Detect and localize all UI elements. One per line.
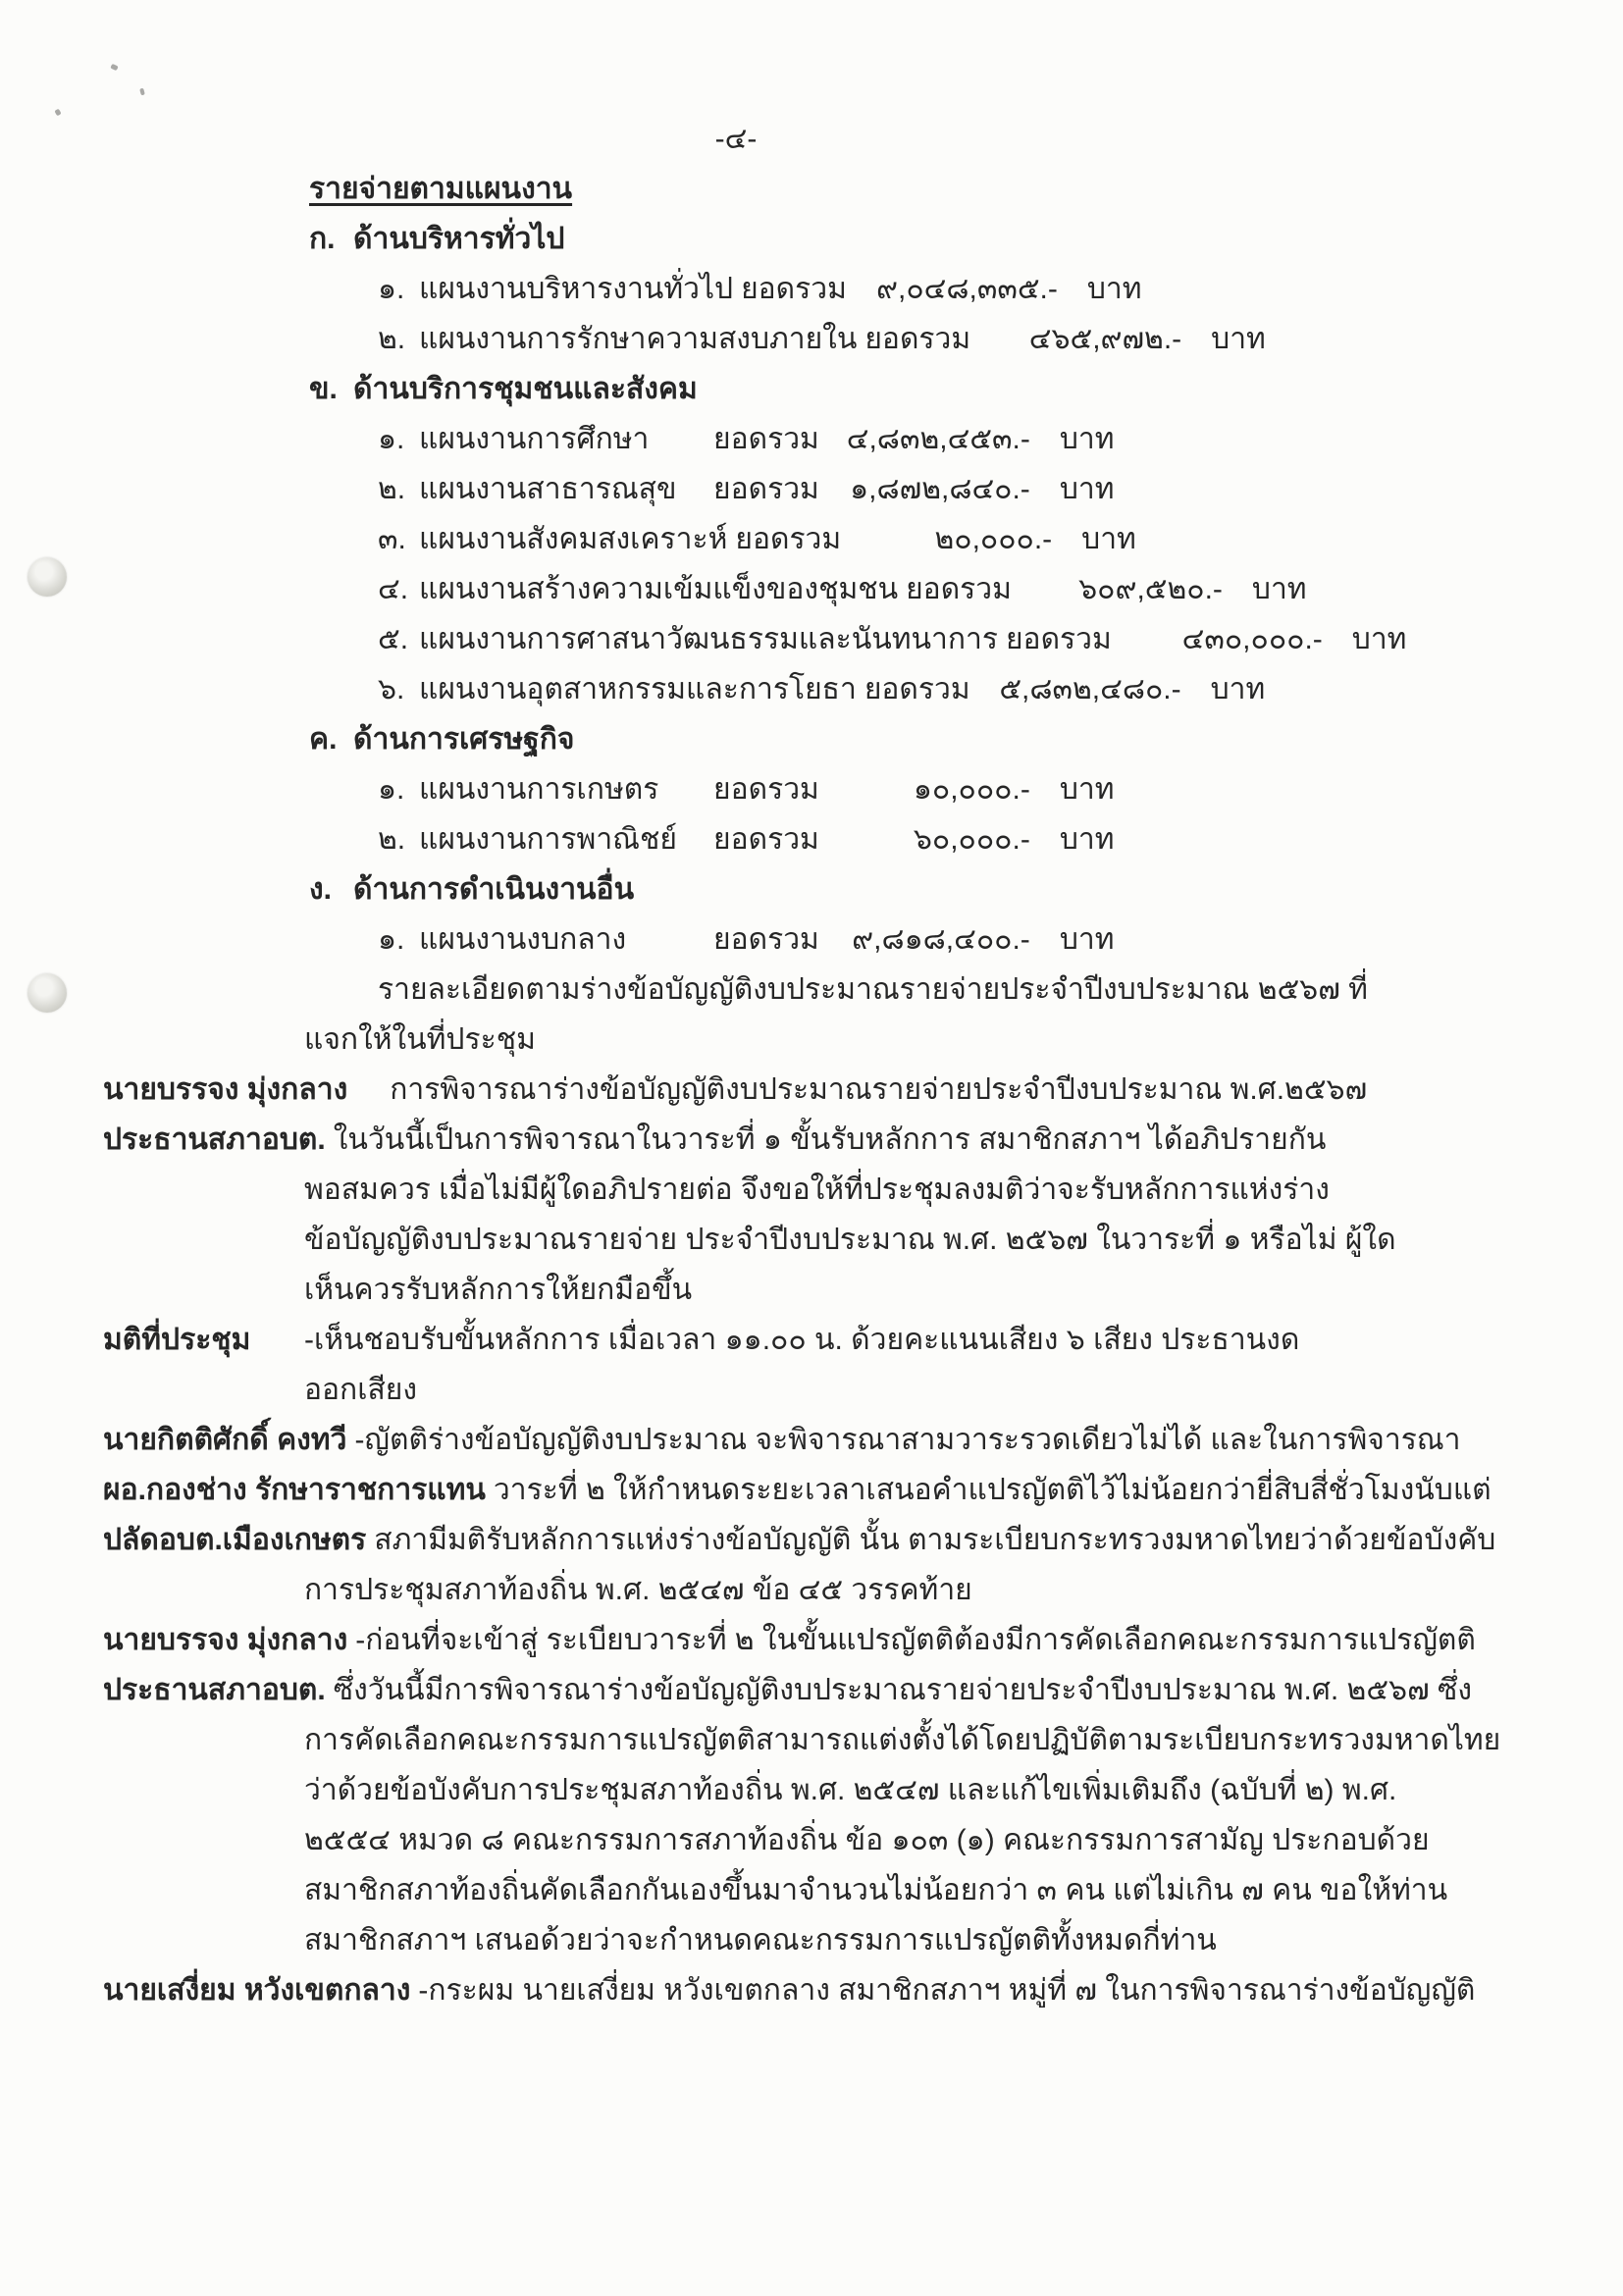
item-total-label: ยอดรวม <box>713 923 819 956</box>
line-text: การพิจารณาร่างข้อบัญญัติงบประมาณรายจ่ายประจำปีงบประมาณ พ.ศ.๒๕๖๗ <box>390 1073 1368 1106</box>
item-total-label: ยอดรวม <box>713 423 819 455</box>
item-total-label: ยอดรวม <box>1005 623 1112 655</box>
item-total-label: ยอดรวม <box>735 523 842 555</box>
line-text: ซึ่งวันนี้มีการพิจารณาร่างข้อบัญญัติงบประมาณรายจ่ายประจำปีงบประมาณ พ.ศ. ๒๕๖๗ ซึ่ง <box>333 1674 1472 1706</box>
minutes-line <box>103 1615 1623 1665</box>
budget-item-row <box>378 414 1623 464</box>
item-currency: บาท <box>1251 573 1307 605</box>
item-name: แผนงานการศึกษา <box>419 423 650 455</box>
speaker-label: นายบรรจง มุ่งกลาง <box>103 1073 348 1106</box>
item-amount: ๖๐๙,๕๒๐.- <box>1078 573 1223 605</box>
section-items <box>0 914 1623 965</box>
budget-item-row <box>378 264 1623 314</box>
line-text: -กระผม นายเสงี่ยม หวังเขตกลาง สมาชิกสภาฯ หมู่ที่ ๗ ในการพิจารณาร่างข้อบัญญัติ <box>418 1974 1476 2007</box>
item-amount: ๕,๘๓๒,๔๘๐.- <box>999 673 1181 705</box>
minutes-line <box>103 965 1623 1015</box>
item-total-label: ยอดรวม <box>906 573 1012 605</box>
line-text: -เห็นชอบรับขั้นหลักการ เมื่อเวลา ๑๑.๐๐ น. ด้วยคะแนนเสียง ๖ เสียง ประธานงด <box>304 1324 1300 1356</box>
page-number: -๔- <box>714 123 758 155</box>
budget-item-row <box>378 614 1623 664</box>
hole-punch-bottom <box>27 973 67 1013</box>
minutes-line <box>103 1415 1623 1465</box>
line-text: เห็นควรรับหลักการให้ยกมือขึ้น <box>304 1274 693 1306</box>
item-amount: ๑๐,๐๐๐.- <box>913 773 1030 806</box>
item-number: ๔. <box>378 573 409 605</box>
speaker-label: นายเสงี่ยม หวังเขตกลาง <box>103 1974 411 2007</box>
line-text: -ก่อนที่จะเข้าสู่ ระเบียบวาระที่ ๒ ในขั้นแปรญัตติต้องมีการคัดเลือกคณะกรรมการแปรญัตติ <box>355 1624 1476 1656</box>
item-name: แผนงานงบกลาง <box>419 923 627 956</box>
item-currency: บาท <box>1059 923 1115 956</box>
item-number: ๒. <box>378 823 406 856</box>
minutes-line <box>103 1565 1623 1615</box>
item-currency: บาท <box>1210 673 1266 705</box>
item-currency: บาท <box>1211 323 1266 355</box>
section-title: ด้านการดำเนินงานอื่น <box>353 873 635 906</box>
item-name: แผนงานสร้างความเข้มแข็งของชุมชน <box>419 573 899 605</box>
item-name: แผนงานการรักษาความสงบภายใน <box>419 323 858 355</box>
budget-item-row <box>378 814 1623 864</box>
item-number: ๑. <box>378 773 405 806</box>
minutes-line <box>103 1915 1623 1965</box>
item-name: แผนงานบริหารงานทั่วไป <box>419 273 734 305</box>
item-amount: ๙,๐๔๘,๓๓๕.- <box>876 273 1058 305</box>
item-name: แผนงานการพาณิชย์ <box>419 823 677 856</box>
budget-sections <box>0 214 1623 965</box>
line-text: สมาชิกสภาท้องถิ่นคัดเลือกกันเองขึ้นมาจำนวนไม่น้อยกว่า ๓ คน แต่ไม่เกิน ๗ คน ขอให้ท่าน <box>304 1874 1448 1906</box>
speaker-label: นายบรรจง มุ่งกลาง <box>103 1624 348 1656</box>
budget-heading: รายจ่ายตามแผนงาน <box>309 173 573 205</box>
item-currency: บาท <box>1059 773 1115 806</box>
item-name: แผนงานอุตสาหกรรมและการโยธา <box>419 673 857 705</box>
item-currency: บาท <box>1059 423 1115 455</box>
hole-punch-top <box>27 557 67 597</box>
item-name: แผนงานการเกษตร <box>419 773 659 806</box>
item-number: ๓. <box>378 523 406 555</box>
minutes-line <box>103 1865 1623 1915</box>
item-number: ๑. <box>378 923 405 956</box>
line-text: สมาชิกสภาฯ เสนอด้วยว่าจะกำหนดคณะกรรมการแปรญัตติทั้งหมดกี่ท่าน <box>304 1924 1217 1957</box>
budget-section-header <box>309 214 1623 264</box>
item-currency: บาท <box>1081 523 1136 555</box>
budget-section-header <box>309 864 1623 914</box>
budget-heading-row <box>0 164 1623 214</box>
item-currency: บาท <box>1059 473 1115 505</box>
budget-item-row <box>378 664 1623 714</box>
line-text: ข้อบัญญัติงบประมาณรายจ่าย ประจำปีงบประมาณ พ.ศ. ๒๕๖๗ ในวาระที่ ๑ หรือไม่ ผู้ใด <box>304 1224 1396 1256</box>
section-marker: ค. <box>309 723 338 756</box>
minutes-line <box>103 1665 1623 1715</box>
line-text: การประชุมสภาท้องถิ่น พ.ศ. ๒๕๔๗ ข้อ ๔๕ วรรคท้าย <box>304 1574 972 1606</box>
item-amount: ๖๐,๐๐๐.- <box>913 823 1030 856</box>
minutes-line <box>103 1165 1623 1215</box>
minutes-section <box>0 1065 1623 2015</box>
line-text: รายละเอียดตามร่างข้อบัญญัติงบประมาณรายจ่ายประจำปีงบประมาณ ๒๕๖๗ ที่ <box>378 973 1368 1006</box>
speaker-label: ปลัดอบต.เมืองเกษตร <box>103 1524 367 1556</box>
item-amount: ๔,๘๓๒,๔๕๓.- <box>846 423 1030 455</box>
minutes-line <box>103 1015 1623 1065</box>
section-title: ด้านบริหารทั่วไป <box>353 223 565 255</box>
minutes-line <box>103 1965 1623 2015</box>
item-amount: ๒๐,๐๐๐.- <box>934 523 1053 555</box>
line-text: ออกเสียง <box>304 1374 417 1406</box>
budget-item-row <box>378 764 1623 814</box>
speaker-label: นายกิตติศักดิ์ คงทวี <box>103 1424 347 1456</box>
item-amount: ๔๓๐,๐๐๐.- <box>1181 623 1323 655</box>
minutes-line <box>103 1765 1623 1815</box>
minutes-line <box>103 1315 1623 1365</box>
section-items <box>0 264 1623 364</box>
section-title: ด้านการเศรษฐกิจ <box>353 723 575 756</box>
item-amount: ๙,๘๑๘,๔๐๐.- <box>852 923 1030 956</box>
item-total-label: ยอดรวม <box>864 323 971 355</box>
minutes-line <box>103 1115 1623 1165</box>
line-text: พอสมควร เมื่อไม่มีผู้ใดอภิปรายต่อ จึงขอให้ที่ประชุมลงมติว่าจะรับหลักการแห่งร่าง <box>304 1174 1330 1206</box>
section-title: ด้านบริการชุมชนและสังคม <box>353 373 698 405</box>
line-text: การคัดเลือกคณะกรรมการแปรญัตติสามารถแต่งตั้งได้โดยปฏิบัติตามระเบียบกระทรวงมหาดไทย <box>304 1724 1501 1756</box>
budget-section-header <box>309 714 1623 764</box>
minutes-line <box>103 1465 1623 1515</box>
budget-item-row <box>378 564 1623 614</box>
item-amount: ๔๖๕,๙๗๒.- <box>1028 323 1182 355</box>
line-text: ๒๕๕๔ หมวด ๘ คณะกรรมการสภาท้องถิ่น ข้อ ๑๐๓ (๑) คณะกรรมการสามัญ ประกอบด้วย <box>304 1824 1430 1856</box>
minutes-line <box>103 1215 1623 1265</box>
line-text: -ญัตติร่างข้อบัญญัติงบประมาณ จะพิจารณาสามวาระรวดเดียวไม่ได้ และในการพิจารณา <box>354 1424 1461 1456</box>
budget-item-row <box>378 914 1623 965</box>
section-items <box>0 764 1623 864</box>
section-marker: ง. <box>309 873 332 906</box>
budget-section-header <box>309 364 1623 414</box>
item-total-label: ยอดรวม <box>864 673 970 705</box>
item-number: ๒. <box>378 323 406 355</box>
item-total-label: ยอดรวม <box>741 273 847 305</box>
minutes-line <box>103 1365 1623 1415</box>
item-total-label: ยอดรวม <box>713 473 819 505</box>
minutes-line <box>103 1815 1623 1865</box>
item-total-label: ยอดรวม <box>713 823 819 856</box>
budget-item-row <box>378 464 1623 514</box>
line-text: สภามีมติรับหลักการแห่งร่างข้อบัญญัติ นั้น ตามระเบียบกระทรวงมหาดไทยว่าด้วยข้อบังคับ <box>374 1524 1496 1556</box>
speaker-label: ประธานสภาอบต. <box>103 1123 326 1156</box>
item-name: แผนงานการศาสนาวัฒนธรรมและนันทนาการ <box>419 623 998 655</box>
budget-section <box>0 864 1623 965</box>
item-number: ๑. <box>378 273 405 305</box>
section-marker: ก. <box>309 223 336 255</box>
line-text: วาระที่ ๒ ให้กำหนดระยะเวลาเสนอคำแปรญัตติไว้ไม่น้อยกว่ายี่สิบสี่ชั่วโมงนับแต่ <box>493 1474 1492 1506</box>
item-number: ๖. <box>378 673 405 705</box>
budget-item-row <box>378 314 1623 364</box>
minutes-line <box>103 1515 1623 1565</box>
budget-section <box>0 714 1623 864</box>
item-amount: ๑,๘๗๒,๘๔๐.- <box>850 473 1030 505</box>
item-currency: บาท <box>1086 273 1142 305</box>
budget-section <box>0 214 1623 364</box>
section-items <box>0 414 1623 714</box>
budget-section <box>0 364 1623 714</box>
line-text: แจกให้ในที่ประชุม <box>304 1023 536 1056</box>
item-name: แผนงานสังคมสงเคราะห์ <box>419 523 728 555</box>
line-text: ว่าด้วยข้อบังคับการประชุมสภาท้องถิ่น พ.ศ. ๒๕๔๗ และแก้ไขเพิ่มเติมถึง (ฉบับที่ ๒) พ.ศ. <box>304 1774 1397 1806</box>
minutes-line <box>103 1265 1623 1315</box>
budget-summary <box>0 164 1623 1065</box>
item-total-label: ยอดรวม <box>713 773 819 806</box>
item-number: ๕. <box>378 623 409 655</box>
minutes-line <box>103 1065 1623 1115</box>
line-text: ในวันนี้เป็นการพิจารณาในวาระที่ ๑ ขั้นรับหลักการ สมาชิกสภาฯ ได้อภิปรายกัน <box>333 1123 1327 1156</box>
item-number: ๑. <box>378 423 405 455</box>
speaker-label: ประธานสภาอบต. <box>103 1674 326 1706</box>
item-currency: บาท <box>1351 623 1407 655</box>
speaker-label: ผอ.กองช่าง รักษาราชการแทน <box>103 1474 486 1506</box>
item-currency: บาท <box>1059 823 1115 856</box>
minutes-line <box>103 1715 1623 1765</box>
budget-item-row <box>378 514 1623 564</box>
item-name: แผนงานสาธารณสุข <box>419 473 677 505</box>
speaker-label: มติที่ประชุม <box>103 1324 251 1356</box>
budget-note-lines <box>0 965 1623 1065</box>
item-number: ๒. <box>378 473 406 505</box>
section-marker: ข. <box>309 373 338 405</box>
